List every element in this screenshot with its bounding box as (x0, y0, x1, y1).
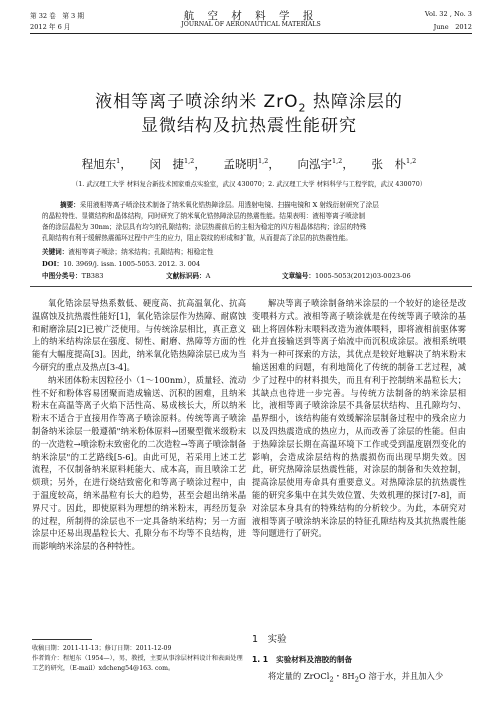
section-title: 实验 (267, 634, 287, 645)
abstract (42, 200, 452, 244)
footnote-author-bio: 作者简介：程旭东（1954—），男，教授，主要从事涂层材料设计和表面处理工艺的研究，（E-mail）xdcheng54@163. com。 (32, 655, 243, 672)
header-date: 2012 年 6 月 (30, 23, 71, 31)
header-date-en: June 2012 (433, 23, 472, 31)
text-run: 将定量的 ZrOCl (268, 671, 330, 681)
journal-header (30, 8, 472, 48)
doc-code (166, 271, 282, 282)
paragraph: 解决等离子喷涂制备纳米涂层的一个较好的途径是改变喂料方式。液相等离子喷涂就是在传统等离子喷涂的基础上将固体粉末喂料改造为液体喂料，即将液相前驱体雾化并直接输送到等离子焰流中而沉积成涂层。液相系统喂料为一种可探索的方法，其优点是较好地解决了纳米粉末输送困难的问题，有利地简化了传统的制备工艺过程，减少了过程中的材料损失，而且有利于控制纳米晶粒长大；其缺点也待进一步完善。与传统方法制备的纳米涂层相比，液相等离子喷涂涂层不具备层状结构、且孔隙均匀、晶界细小，该结构能有效缓解涂层制备过程中的残余应力以及四热震造成的热应力，从而改善了涂层的性能。但由于热障涂层长期在高温环境下工作或受到温度剧烈变化的影响，会造成涂层结构的热震损伤而出现早期失效。因此，研究热障涂层热震性能，对涂层的制备和失效控制，提高涂层使用寿命具有重要意义。对热障涂层的抗热震性能的研究多集中在其失效位置、失效机理的探讨[7-8]，而对涂层本身具有的特殊结构的分析较少。为此，本研究对液相等离子喷涂纳米涂层的特征孔隙结构及其抗热震性能等问题进行了研究。 (252, 298, 466, 539)
doc-code-label: 文献标识码： (166, 272, 206, 280)
author: 程旭东$^1$， (81, 157, 132, 171)
paragraph: 氧化锆涂层导热系数低、硬度高、抗高温氧化、抗高温腐蚀及抗热震性能好[1]，氧化锆涂层作为热障、耐腐蚀和耐磨涂层[2]已被广泛使用。与传统涂层相比，真正意义上的纳米结构涂层在强度、韧性、耐磨、热障等方面的性能有大幅度提高[3]。因此，纳米氧化锆热障涂层已成为当今研究的重点及热点[3-4]。 (32, 298, 246, 372)
abstract-text: 采用液相等离子喷涂技术制备了纳米氧化锆热障涂层。用透射电镜、扫描电镜和 X 射线衍射研究了涂层 (79, 201, 379, 209)
body-column-right (252, 297, 466, 540)
author: 孟晓明$^{1,2}$， (223, 157, 280, 171)
journal-name-cn: 航 空 材 料 学 报 (183, 10, 319, 22)
subsection-heading (252, 654, 352, 665)
title-text: 液相等离子喷涂纳米 ZrO (95, 92, 299, 112)
header-rule (30, 33, 472, 34)
subsection-title: 实验材料及溶胶的制备 (276, 655, 353, 664)
author-name: 向泓宇 (297, 157, 332, 171)
abstract-line: 的晶粒特性、显微结构和晶体结构，同时研究了纳米氧化锆热障涂层的热震性能。结果表明：液相等离子喷涂制 (42, 212, 366, 220)
abstract-divider (30, 286, 472, 287)
affiliation: （1. 武汉理工大学 材料复合新技术国家重点实验室，武汉 430070；2. 武汉理工大学 材料科学与工程学院，武汉 430070） (71, 180, 427, 188)
author-name: 程旭东 (81, 157, 117, 171)
section-heading (252, 631, 287, 645)
text-run: ・8H (333, 671, 355, 681)
clc-number (42, 271, 166, 282)
footnote-rule (32, 639, 92, 640)
author-affil-mark: 1,2 (183, 157, 195, 166)
section-number: 1 (252, 634, 259, 645)
abstract-line: 孔隙结构有利于缓解热震循环过程中产生的应力，阻止裂纹的形成和扩散，从而提高了涂层的抗热震性能。 (42, 234, 352, 242)
volume-issue: 第 32 卷 第 3 期 (30, 12, 84, 20)
text-run: O 溶于水，并且加入少 (359, 671, 444, 681)
author-affil-mark: 1,2 (331, 157, 343, 166)
author-name: 闵 捷 (149, 157, 184, 171)
author-affil-mark: 1,2 (405, 157, 417, 166)
author: 向泓宇$^{1,2}$， (297, 157, 354, 171)
clc-label: 中图分类号： (42, 272, 82, 280)
keywords (42, 247, 452, 258)
doi-text: 10. 3969/j. issn. 1005-5053. 2012. 3. 004 (63, 260, 201, 268)
subsection-number: 1. 1 (252, 655, 269, 664)
author-affil-mark: 1 (116, 157, 121, 166)
abstract-label: 摘要： (60, 201, 80, 209)
article-number (282, 271, 411, 282)
author (371, 157, 416, 171)
abstract-line: 备的涂层晶粒为 30nm；涂层具有均匀的孔隙结构；涂层热震前后的主相为稳定的四方相晶体结构；涂层的特殊 (42, 223, 367, 231)
footnote (32, 644, 246, 674)
paper-title-line2: 显微结构及抗热震性能研究 (141, 116, 357, 136)
author-name: 张 朴 (371, 157, 406, 171)
author-list (0, 156, 498, 172)
article-number-label: 文章编号： (282, 272, 315, 280)
doc-code-value: A (205, 272, 211, 280)
footnote-received: 收稿日期：2011-11-13；修订日期：2011-12-09 (32, 645, 172, 652)
subscript: 2 (354, 675, 359, 684)
doi-label: DOI： (42, 260, 64, 268)
volume-issue-en: Vol. 32 , No. 3 (424, 10, 472, 18)
journal-name-en: JOURNAL OF AERONAUTICAL MATERIALS (181, 21, 321, 28)
author-affil-mark: 1,2 (257, 157, 269, 166)
author: 闵 捷$^{1,2}$， (149, 157, 206, 171)
paragraph: 纳米团体粉末因粒径小（1～100nm），质量轻、流动性不好和粉体容易团聚而造成输送、沉积的困难，且纳米粉末在高温等离子火焰下活性高、易成核长大，所以纳米粉末不适合于直接用作等离子喷涂原料。传统等离子喷涂制备纳米涂层一般遵循"纳米粉体原料→团聚型微米级粉末的一次造粒→喷涂粉末致密化的二次造粒→等离子喷涂制备纳米涂层"的工艺路线[5-6]。由此可见，若采用上述工艺流程，不仅制备纳米原料耗能大、成本高，而且喷涂工艺烦琐；另外，在进行烧结致密化和等离子喷涂过程中，由于温度较高，纳米晶粒有长大的趋势，甚至会超出纳米晶界尺寸。因此，即使原料为理想的纳米粉末，再经历复杂的过程，所制得的涂层也不一定具备纳米结构；另一方面涂层中还易出现晶粒长大、孔隙分布不均等不良结构，进而影响纳米涂层的各种特性。 (32, 374, 246, 552)
title-text-post: 热障涂层的 (306, 92, 403, 112)
keywords-text: 液相等离子喷涂；纳米结构；孔隙结构；相稳定性 (68, 248, 214, 256)
article-number-value: 1005-5053(2012)03-0023-06 (314, 272, 411, 280)
title-subscript: 2 (298, 101, 307, 115)
clc-value: TB383 (81, 272, 104, 280)
paragraph (252, 670, 466, 684)
author-name: 孟晓明 (223, 157, 258, 171)
subscript: 2 (329, 675, 334, 684)
doi (42, 259, 452, 270)
keywords-label: 关键词： (42, 248, 69, 256)
body-column-left (32, 297, 246, 553)
classification (42, 271, 452, 282)
abstract-line (42, 200, 452, 211)
